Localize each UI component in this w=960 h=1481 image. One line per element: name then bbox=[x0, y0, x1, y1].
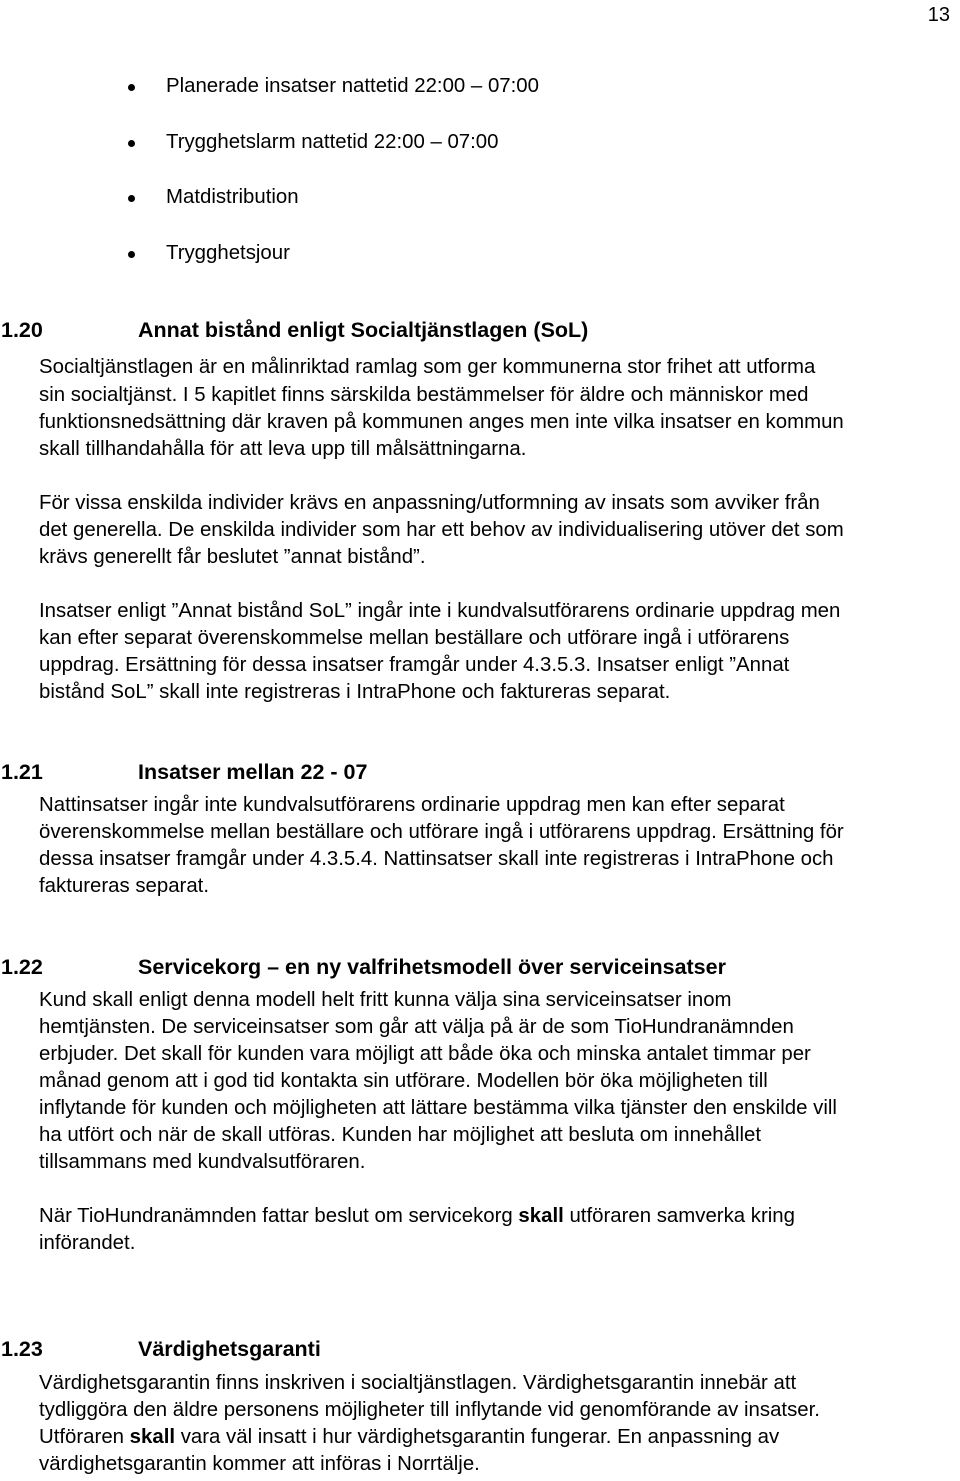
text-run: Utföraren bbox=[39, 1426, 130, 1448]
section-title: Värdighetsgaranti bbox=[138, 1337, 321, 1361]
paragraph-line: månad genom att i god tid kontakta sin utförare. Modellen bör öka möjligheten till bbox=[39, 1070, 768, 1092]
section-title: Servicekorg – en ny valfrihetsmodell över serviceinsatser bbox=[138, 955, 726, 979]
paragraph-line: Socialtjänstlagen är en målinriktad ramlag som ger kommunerna stor frihet att utforma bbox=[39, 356, 816, 378]
list-item: Planerade insatser nattetid 22:00 – 07:00 bbox=[166, 75, 539, 97]
paragraph-line: hemtjänsten. De serviceinsatser som går att välja på är de som TioHundranämnden bbox=[39, 1016, 794, 1038]
paragraph-line: dessa insatser framgår under 4.3.5.4. Nattinsatser skall inte registreras i IntraPhone och bbox=[39, 848, 834, 870]
paragraph-line: tydliggöra den äldre personens möjligheter till inflytande vid genomförande av insatser. bbox=[39, 1399, 820, 1421]
emphasis-skall: skall bbox=[129, 1426, 176, 1448]
paragraph-line: krävs generellt får beslutet ”annat bistånd”. bbox=[39, 546, 426, 568]
paragraph-line: uppdrag. Ersättning för dessa insatser framgår under 4.3.5.3. Insatser enligt ”Annat bbox=[39, 654, 790, 676]
section-number: 1.23 bbox=[1, 1337, 43, 1361]
text-run: När TioHundranämnden fattar beslut om servicekorg bbox=[39, 1205, 519, 1227]
paragraph-line: funktionsnedsättning där kraven på kommunen anges men inte vilka insatser en kommun bbox=[39, 411, 844, 433]
section-title: Insatser mellan 22 - 07 bbox=[138, 760, 368, 784]
bullet-dot-icon bbox=[128, 140, 135, 147]
paragraph-line: faktureras separat. bbox=[39, 875, 210, 897]
paragraph-line: Nattinsatser ingår inte kundvalsutförarens ordinarie uppdrag men kan efter separat bbox=[39, 794, 785, 816]
paragraph-line: bistånd SoL” skall inte registreras i IntraPhone och faktureras separat. bbox=[39, 681, 671, 703]
bullet-dot-icon bbox=[128, 84, 135, 91]
list-item: Trygghetslarm nattetid 22:00 – 07:00 bbox=[166, 131, 499, 153]
paragraph-line bbox=[39, 1205, 795, 1228]
paragraph-line: Insatser enligt ”Annat bistånd SoL” ingår inte i kundvalsutförarens ordinarie uppdrag men bbox=[39, 600, 841, 622]
text-run: utföraren samverka kring bbox=[563, 1205, 795, 1227]
paragraph-line: tillsammans med kundvalsutföraren. bbox=[39, 1151, 366, 1173]
section-number: 1.20 bbox=[1, 318, 43, 342]
paragraph-line: det generella. De enskilda individer som har ett behov av individualisering utöver det som bbox=[39, 519, 844, 541]
text-run: vara väl insatt i hur värdighetsgarantin fungerar. En anpassning av bbox=[175, 1426, 780, 1448]
section-number: 1.22 bbox=[1, 955, 43, 979]
bullet-dot-icon bbox=[128, 195, 135, 202]
paragraph-line: Värdighetsgarantin finns inskriven i socialtjänstlagen. Värdighetsgarantin innebär att bbox=[39, 1372, 797, 1394]
list-item: Trygghetsjour bbox=[166, 242, 290, 264]
bullet-dot-icon bbox=[128, 251, 135, 258]
paragraph-line: ha utfört och när de skall utföras. Kunden har möjlighet att besluta om innehållet bbox=[39, 1124, 762, 1146]
paragraph-line: inflytande för kunden och möjligheten att lättare bestämma vilka tjänster den enskilde vill bbox=[39, 1097, 837, 1119]
paragraph-line: införandet. bbox=[39, 1232, 136, 1254]
section-title: Annat bistånd enligt Socialtjänstlagen (SoL) bbox=[138, 318, 589, 342]
paragraph-line bbox=[39, 1426, 779, 1449]
paragraph-line: sin socialtjänst. I 5 kapitlet finns särskilda bestämmelser för äldre och människor med bbox=[39, 384, 809, 406]
section-number: 1.21 bbox=[1, 760, 43, 784]
paragraph-line: överenskommelse mellan beställare och utförare ingå i utförarens uppdrag. Ersättning för bbox=[39, 821, 844, 843]
paragraph-line: kan efter separat överenskommelse mellan beställare och utförare ingå i utförarens bbox=[39, 627, 790, 649]
paragraph-line: erbjuder. Det skall för kunden vara möjligt att både öka och minska antalet timmar per bbox=[39, 1043, 811, 1065]
list-item: Matdistribution bbox=[166, 186, 299, 208]
paragraph-line: värdighetsgarantin kommer att införas i Norrtälje. bbox=[39, 1453, 480, 1475]
paragraph-line: För vissa enskilda individer krävs en anpassning/utformning av insats som avviker från bbox=[39, 492, 820, 514]
page-number: 13 bbox=[927, 4, 950, 26]
paragraph-line: Kund skall enligt denna modell helt fritt kunna välja sina serviceinsatser inom bbox=[39, 989, 732, 1011]
emphasis-skall: skall bbox=[518, 1205, 564, 1227]
paragraph-line: skall tillhandahålla för att leva upp till målsättningarna. bbox=[39, 438, 527, 460]
